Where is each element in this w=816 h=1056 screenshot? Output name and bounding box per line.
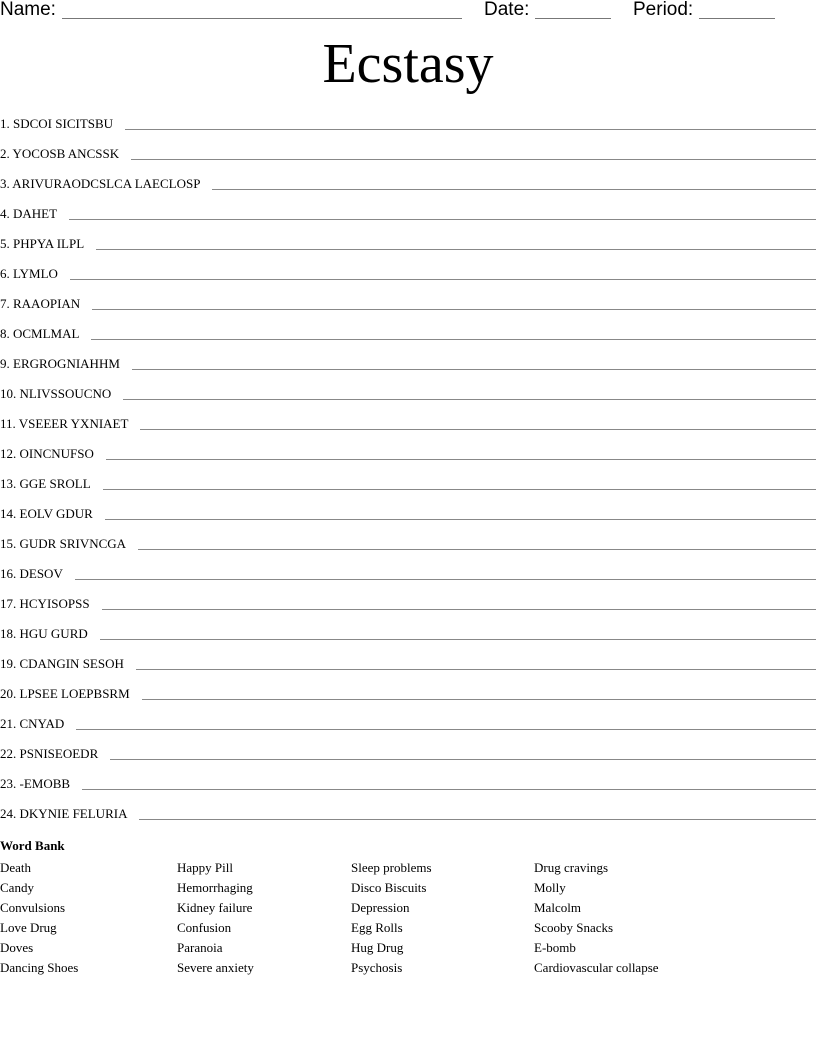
word-bank-word: Depression [351, 900, 410, 915]
answer-line[interactable] [70, 279, 816, 280]
word-bank-word: Cardiovascular collapse [534, 960, 659, 975]
word-bank-word: Confusion [177, 920, 232, 935]
name-label: Name: [0, 0, 56, 20]
word-bank-word: Severe anxiety [177, 960, 254, 975]
answer-line[interactable] [106, 459, 816, 460]
question-row [0, 800, 816, 822]
word-bank-word: Happy Pill [177, 860, 233, 875]
question-row [0, 710, 816, 732]
question-row [0, 350, 816, 372]
scrambled-word: 11. VSEEER YXNIAET [0, 416, 129, 431]
question-row [0, 200, 816, 222]
word-bank-column [351, 858, 432, 978]
page-title: Ecstasy [322, 33, 494, 95]
answer-line[interactable] [100, 639, 816, 640]
word-bank-word: Egg Rolls [351, 920, 403, 935]
scrambled-word: 24. DKYNIE FELURIA [0, 806, 128, 821]
question-row [0, 560, 816, 582]
word-bank-word: E-bomb [534, 940, 576, 955]
answer-line[interactable] [212, 189, 816, 190]
scrambled-word: 16. DESOV [0, 566, 63, 581]
worksheet-header [0, 0, 816, 24]
question-row [0, 650, 816, 672]
question-row [0, 140, 816, 162]
word-bank-word: Disco Biscuits [351, 880, 427, 895]
question-row [0, 590, 816, 612]
answer-line[interactable] [138, 549, 816, 550]
question-row [0, 290, 816, 312]
answer-line[interactable] [82, 789, 816, 790]
answer-line[interactable] [110, 759, 816, 760]
scrambled-word: 4. DAHET [0, 206, 58, 221]
answer-line[interactable] [123, 399, 816, 400]
scrambled-word: 12. OINCNUFSO [0, 446, 94, 461]
word-bank-word: Death [0, 860, 32, 875]
scrambled-word: 23. -EMOBB [0, 776, 71, 791]
question-row [0, 620, 816, 642]
scrambled-word: 7. RAAOPIAN [0, 296, 81, 311]
answer-line[interactable] [136, 669, 816, 670]
word-bank-word: Kidney failure [177, 900, 253, 915]
answer-line[interactable] [131, 159, 816, 160]
scrambled-word: 21. CNYAD [0, 716, 65, 731]
answer-line[interactable] [92, 309, 816, 310]
answer-line[interactable] [132, 369, 816, 370]
question-row [0, 680, 816, 702]
word-bank-title: Word Bank [0, 838, 65, 853]
question-row [0, 530, 816, 552]
answer-line[interactable] [125, 129, 816, 130]
word-bank-word: Convulsions [0, 900, 66, 915]
date-field[interactable] [535, 18, 611, 19]
scrambled-word: 14. EOLV GDUR [0, 506, 93, 521]
question-row [0, 500, 816, 522]
word-bank-word: Hug Drug [351, 940, 404, 955]
question-row [0, 110, 816, 132]
question-row [0, 260, 816, 282]
answer-line[interactable] [75, 579, 816, 580]
answer-line[interactable] [91, 339, 816, 340]
word-bank-word: Love Drug [0, 920, 57, 935]
word-bank-column [177, 858, 254, 978]
scrambled-word: 2. YOCOSB ANCSSK [0, 146, 120, 161]
scrambled-word: 8. OCMLMAL [0, 326, 80, 341]
question-row [0, 230, 816, 252]
word-bank-column [534, 858, 659, 978]
scrambled-word: 9. ERGROGNIAHHM [0, 356, 120, 371]
question-row [0, 740, 816, 762]
scrambled-word: 13. GGE SROLL [0, 476, 91, 491]
answer-line[interactable] [140, 429, 816, 430]
question-row [0, 470, 816, 492]
scrambled-word: 18. HGU GURD [0, 626, 88, 641]
period-field[interactable] [699, 18, 775, 19]
period-label: Period: [633, 0, 694, 20]
word-bank-word: Hemorrhaging [177, 880, 253, 895]
word-bank-word: Paranoia [177, 940, 223, 955]
question-row [0, 380, 816, 402]
scrambled-word: 5. PHPYA ILPL [0, 236, 85, 251]
scrambled-word: 3. ARIVURAODCSLCA LAECLOSP [0, 176, 201, 191]
question-row [0, 440, 816, 462]
word-bank-column [0, 858, 78, 978]
word-bank-word: Doves [0, 940, 34, 955]
scrambled-word: 15. GUDR SRIVNCGA [0, 536, 127, 551]
answer-line[interactable] [69, 219, 816, 220]
scrambled-word: 6. LYMLO [0, 266, 58, 281]
word-bank-word: Dancing Shoes [0, 960, 79, 975]
word-bank-word: Drug cravings [534, 860, 609, 875]
word-bank-word: Sleep problems [351, 860, 432, 875]
answer-line[interactable] [139, 819, 816, 820]
date-label: Date: [484, 0, 530, 20]
answer-line[interactable] [105, 519, 816, 520]
word-bank-word: Psychosis [351, 960, 403, 975]
scrambled-word: 20. LPSEE LOEPBSRM [0, 686, 130, 701]
name-field[interactable] [62, 18, 462, 19]
answer-line[interactable] [103, 489, 816, 490]
question-row [0, 170, 816, 192]
answer-line[interactable] [142, 699, 816, 700]
word-bank-word: Scooby Snacks [534, 920, 614, 935]
question-row [0, 770, 816, 792]
scrambled-word: 17. HCYISOPSS [0, 596, 90, 611]
question-row [0, 320, 816, 342]
scrambled-word: 22. PSNISEOEDR [0, 746, 99, 761]
scrambled-word: 10. NLIVSSOUCNO [0, 386, 112, 401]
answer-line[interactable] [102, 609, 816, 610]
answer-line[interactable] [76, 729, 816, 730]
word-bank-word: Candy [0, 880, 34, 895]
answer-line[interactable] [96, 249, 816, 250]
word-bank-word: Malcolm [534, 900, 581, 915]
scrambled-word: 1. SDCOI SICITSBU [0, 116, 114, 131]
word-bank-word: Molly [534, 880, 566, 895]
question-row [0, 410, 816, 432]
scrambled-word: 19. CDANGIN SESOH [0, 656, 124, 671]
